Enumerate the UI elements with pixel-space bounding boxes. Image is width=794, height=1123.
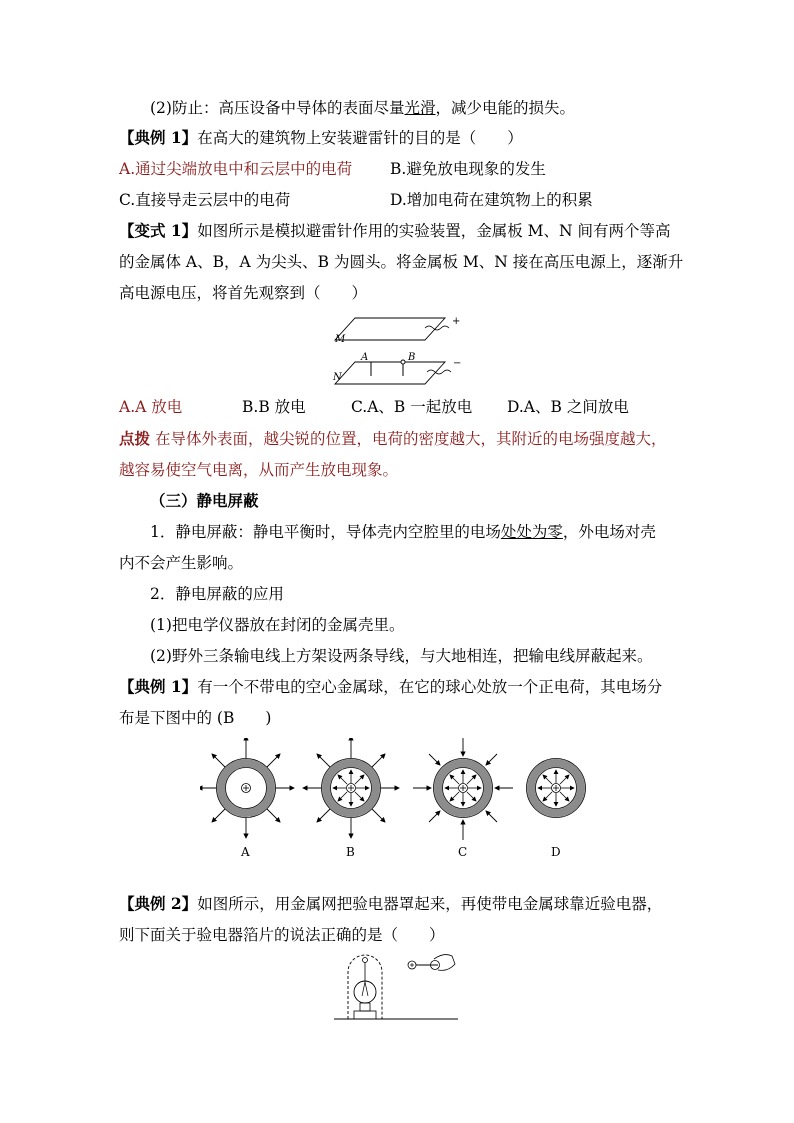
body-b-label: B: [408, 352, 416, 363]
body-b-round-head: [401, 360, 405, 364]
foil-right: [365, 982, 368, 996]
field-diagrams-figure: [200, 738, 600, 863]
electroscope-bulb: [354, 981, 376, 1003]
plate-n-label: N: [333, 372, 342, 383]
text-line-prevention: (2)防止：高压设备中导体的表面尽量光滑，减少电能的损失。: [150, 99, 575, 117]
shielding-definition-cont: 内不会产生影响。: [119, 554, 244, 572]
tip-line-1: 点拨 在导体外表面，越尖锐的位置，电荷的密度越大，其附近的电场强度越大，: [119, 429, 667, 448]
variant-option-b: B.B 放电: [242, 398, 306, 416]
diagram-c: [413, 738, 513, 859]
wire-bottom: [427, 370, 451, 374]
diagram-b-label: B: [346, 845, 355, 859]
diagram-a: [200, 738, 294, 859]
variant-1-line-2: 的金属体 A、B，A 为尖头、B 为圆头。将金属板 M、N 接在高压电源上，逐渐升: [119, 253, 684, 271]
lightning-rod-apparatus-figure: [325, 312, 475, 388]
foil-left: [362, 982, 365, 996]
diagram-c-label: C: [458, 845, 468, 859]
example-1b-line-2: 布是下图中的 (B ): [119, 709, 272, 727]
option-c: C.直接导走云层中的电荷: [119, 191, 291, 209]
diagram-b: [303, 738, 399, 859]
example-1-question: 【典例 1】在高大的建筑物上安装避雷针的目的是（ ）: [119, 128, 523, 147]
application-1: (1)把电学仪器放在封闭的金属壳里。: [150, 616, 405, 634]
electroscope-mesh-figure: [334, 950, 460, 1022]
plus-label: +: [452, 316, 461, 327]
body-a-label: A: [361, 352, 369, 363]
option-b: B.避免放电现象的发生: [390, 160, 546, 178]
electroscope-stand: [360, 1003, 370, 1011]
plate-m-label: M: [335, 334, 346, 345]
option-d: D.增加电荷在建筑物上的积累: [390, 191, 593, 209]
variant-1-question: 【变式 1】如图所示是模拟避雷针作用的实验装置，金属板 M、N 间有两个等高: [119, 221, 671, 240]
diagram-a-label: A: [241, 845, 250, 859]
electroscope-base: [354, 1011, 376, 1019]
application-2: (2)野外三条输电线上方架设两条导线，与大地相连，把输电线屏蔽起来。: [150, 647, 653, 665]
example-2-question: 【典例 2】如图所示，用金属网把验电器罩起来，再使带电金属球靠近验电器，: [119, 894, 663, 913]
variant-option-d: D.A、B 之间放电: [507, 398, 629, 416]
variant-1-line-3: 高电源电压，将首先观察到（ ）: [119, 284, 368, 302]
minus-label: −: [453, 358, 462, 369]
shielding-applications-heading: 2．静电屏蔽的应用: [150, 585, 284, 603]
hand: [434, 955, 455, 971]
shielding-definition: 1．静电屏蔽：静电平衡时，导体壳内空腔里的电场处处为零，外电场对壳: [150, 523, 656, 541]
electroscope-knob: [363, 958, 368, 963]
plate-m: [335, 318, 445, 340]
variant-option-c: C.A、B 一起放电: [351, 398, 473, 416]
diagram-d: [527, 759, 586, 860]
section-3-heading: （三）静电屏蔽: [150, 491, 259, 510]
example-1b-question: 【典例 1】有一个不带电的空心金属球，在它的球心处放一个正电荷，其电场分: [119, 677, 663, 696]
option-a-answer: A.通过尖端放电中和云层中的电荷: [119, 160, 353, 178]
tip-line-2: 越容易使空气电离，从而产生放电现象。: [119, 461, 399, 479]
plate-n: [335, 362, 445, 384]
example-2-line-2: 则下面关于验电器箔片的说法正确的是（ ）: [119, 926, 445, 944]
diagram-d-label: D: [551, 845, 561, 859]
variant-option-a-answer: A.A 放电: [119, 398, 183, 416]
